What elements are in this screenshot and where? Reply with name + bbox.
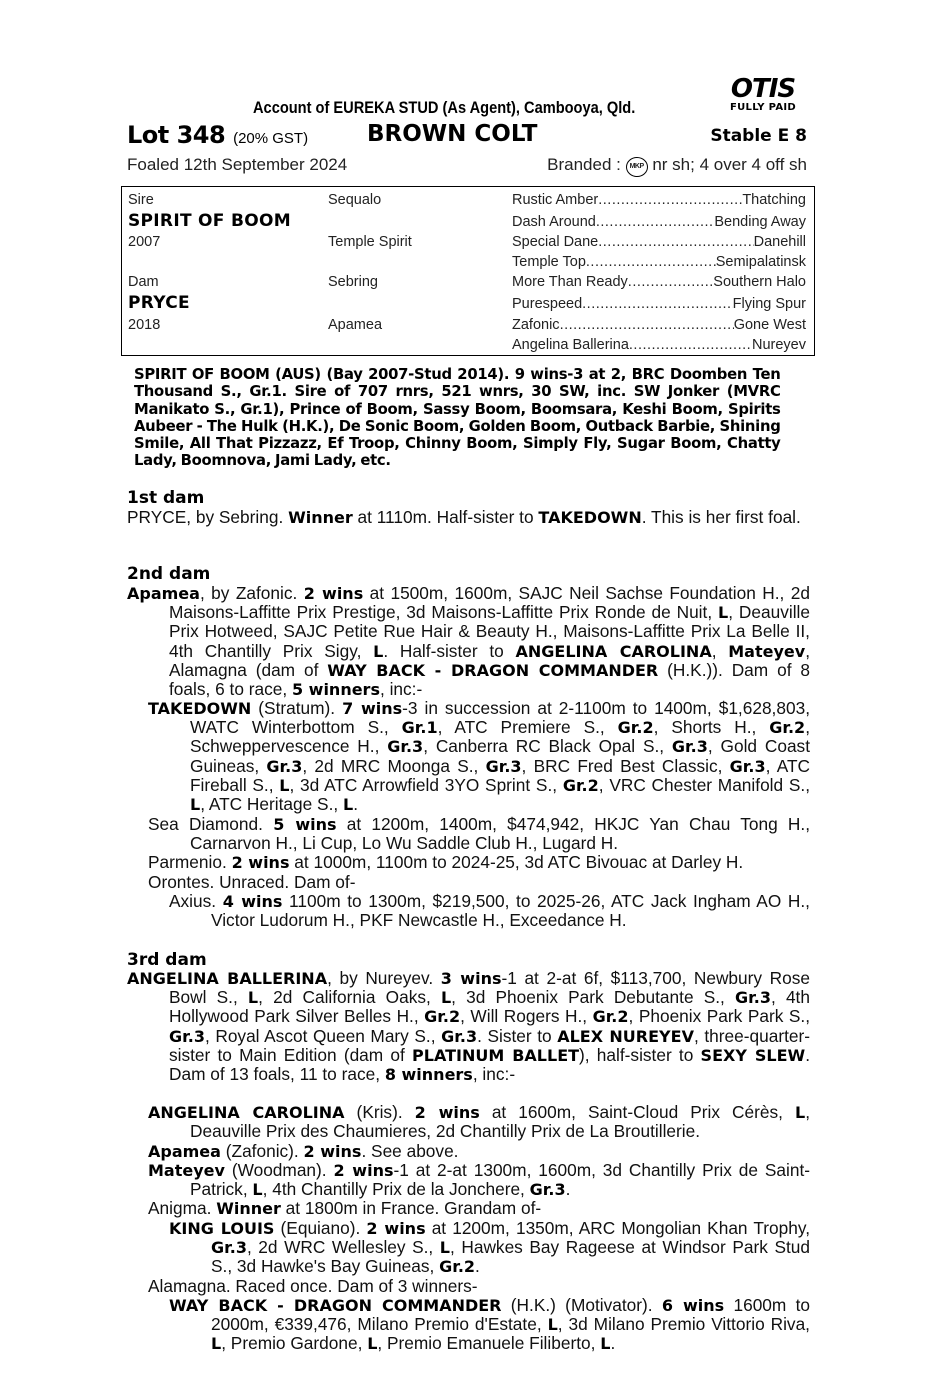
bold-run: L <box>794 1103 806 1122</box>
text-run: 1100m to 1300m, $219,500, to 2025-26, ATC Jack Ingham AO H., Victor Ludorum H., PKF Newcastle H., Exceedance H. <box>211 891 810 931</box>
vendor-account: Account of EUREKA STUD (As Agent), Cambooya, Qld. <box>253 98 636 117</box>
text-run: at 1000m, 1100m to 2024-25, 3d ATC Bivouac at Darley H. <box>289 852 744 872</box>
pedigree-table <box>121 186 815 356</box>
pedigree-entry <box>148 1277 810 1296</box>
lot-number <box>127 121 308 149</box>
text-run: . <box>353 794 358 815</box>
text-run: , by Nureyev. <box>327 968 441 988</box>
bold-run: L <box>247 988 259 1008</box>
text-run: , ATC Heritage S., <box>200 794 343 815</box>
text-run: . <box>475 1256 480 1277</box>
text-run: , VRC Chester Manifold S., <box>598 774 811 795</box>
otis-logo-icon: OTIS <box>730 74 796 104</box>
bold-run: 5 winners <box>291 680 380 700</box>
text-run: (Equiano). <box>274 1218 367 1238</box>
bold-run: Gr.3 <box>729 756 766 776</box>
gen3-row <box>512 234 806 250</box>
sex-colour: BROWN COLT <box>367 121 538 147</box>
gen3-right: Bending Away <box>714 214 806 230</box>
bold-run: Gr.2 <box>424 1007 461 1027</box>
bold-run: L <box>600 1334 611 1354</box>
bold-run: Gr.3 <box>735 988 771 1008</box>
text-run: , Deauville Prix Hotweed, SAJC Petite Rue Hair & Beauty H., Maisons-Laffitte Prix La Belle II, 4th Chantilly Prix Sigy, <box>169 602 810 661</box>
text-run: Orontes. Unraced. Dam of- <box>148 872 356 892</box>
bold-run: Winner <box>288 508 353 527</box>
bold-run: L <box>190 795 201 815</box>
pedigree-entry <box>169 1296 810 1354</box>
text-run: (Kris). <box>344 1102 415 1122</box>
bold-run: Mateyev <box>148 1161 225 1180</box>
bold-run: L <box>718 603 729 623</box>
bold-run: Gr.2 <box>439 1257 476 1277</box>
gen3-row <box>512 254 806 270</box>
gen3-row <box>512 192 806 208</box>
pedigree-entry <box>148 873 810 892</box>
text-run: , Premio Emanuele Filiberto, <box>377 1333 601 1354</box>
leader-dots <box>560 317 734 333</box>
text-run: at 1200m, 1400m, $474,942, HKJC Yan Chau Tong H., Carnarvon H., Li Cup, Lo Wu Saddle Club H., Lugard H. <box>190 814 811 854</box>
text-run: ), half-sister to <box>579 1044 701 1065</box>
text-run: , ATC Fireball S., <box>190 755 810 795</box>
bold-run: Gr.1 <box>401 718 438 738</box>
bold-run: L <box>367 1334 378 1354</box>
lot-line <box>127 121 810 151</box>
bold-run: 8 winners <box>384 1065 473 1085</box>
dam-name: PRYCE <box>128 293 190 313</box>
gen3-row <box>512 214 806 230</box>
gen3-row <box>512 274 806 290</box>
bold-run: ANGELINA CAROLINA <box>148 1103 345 1122</box>
brand-description <box>547 155 807 177</box>
bold-run: Gr.3 <box>441 1026 478 1046</box>
text-run: (Woodman). <box>224 1160 334 1180</box>
bold-run: 2 wins <box>414 1103 480 1122</box>
stable-location: Stable E 8 <box>710 126 807 146</box>
text-run: , Schweppervescence H., <box>190 717 810 757</box>
gen3-right: Gone West <box>733 317 806 333</box>
bold-run: L <box>547 1315 558 1335</box>
bold-run: ANGELINA CAROLINA <box>515 641 712 661</box>
text-run: . See above. <box>361 1141 459 1161</box>
text-run: (H.K.) (Motivator). <box>501 1295 662 1315</box>
pedigree-entry <box>169 892 810 930</box>
text-run: at 1110m. Half-sister to <box>352 507 539 527</box>
leader-dots <box>629 337 752 353</box>
pedigree-entry <box>148 699 810 814</box>
gen3-left: Rustic Amber <box>512 192 599 208</box>
bold-run: 2 wins <box>333 1161 394 1180</box>
gen3-right: Flying Spur <box>732 296 806 312</box>
bold-run: Gr.3 <box>671 737 708 757</box>
text-run: , Deauville Prix des Chaumieres, 2d Chantilly Prix de La Broutillerie. <box>190 1102 810 1142</box>
pedigree-entry <box>148 853 810 872</box>
gst-note: (20% GST) <box>233 130 309 147</box>
bold-run: WAY BACK - DRAGON COMMANDER <box>169 1296 502 1315</box>
bold-run: Gr.3 <box>169 1026 205 1046</box>
text-run: at 1500m, 1600m, SAJC Neil Sachse Foundation H., 2d Maisons-Laffitte Prix Prestige, 3d Maisons-Laffitte Prix Ronde de Nuit, <box>169 583 810 623</box>
sire-dam: Temple Spirit <box>328 234 412 250</box>
bold-run: 2 wins <box>366 1219 426 1238</box>
section-title: 2nd dam <box>127 564 211 584</box>
text-run: , 2d California Oaks, <box>258 987 441 1008</box>
bold-run: 4 wins <box>222 892 283 911</box>
pedigree-entry <box>127 969 810 1084</box>
text-run: , Shorts H., <box>653 717 770 738</box>
text-run: Anigma. <box>148 1198 217 1218</box>
bold-run: L <box>439 1238 450 1258</box>
text-run: , Gold Coast Guineas, <box>190 736 810 776</box>
leader-dots <box>582 296 733 312</box>
leader-dots <box>628 274 714 290</box>
sire-label: Sire <box>128 192 154 208</box>
bold-run: Gr.2 <box>562 775 599 795</box>
bold-run: Apamea <box>127 584 200 603</box>
bold-run: Winner <box>216 1199 281 1218</box>
text-run: at 1200m, 1350m, ARC Mongolian Khan Trophy, <box>425 1218 810 1238</box>
gen3-right: Danehill <box>753 234 806 250</box>
leader-dots <box>586 254 716 270</box>
section-title: 3rd dam <box>127 950 207 970</box>
text-run: , 3d Phoenix Park Debutante S., <box>451 987 736 1008</box>
brand-position: nr sh; 4 over 4 off sh <box>652 155 807 174</box>
sire-year: 2007 <box>128 234 161 250</box>
text-run: , Canberra RC Black Opal S., <box>423 736 672 757</box>
bold-run: 2 wins <box>231 853 290 872</box>
foaled-date: Foaled 12th September 2024 <box>127 155 348 174</box>
gen3-left: More Than Ready <box>512 274 628 290</box>
text-run: , Premio Gardone, <box>221 1333 368 1354</box>
text-run: 1600m to 2000m, €339,476, Milano Premio d'Estate, <box>211 1295 811 1335</box>
bold-run: 2 wins <box>303 1142 362 1161</box>
pedigree-entry <box>148 1103 810 1141</box>
bold-run: L <box>279 775 290 795</box>
text-run: , Hawkes Bay Rageese at Windsor Park Stud S., 3d Hawke's Bay Guineas, <box>211 1237 810 1277</box>
bold-run: Gr.3 <box>485 756 522 776</box>
dam-sire: Sebring <box>328 274 378 290</box>
leader-dots <box>598 192 742 208</box>
bold-run: Gr.2 <box>769 718 806 738</box>
text-run: -3 in succession at 2-1100m to 1400m, $1,628,803, WATC Winterbottom S., <box>190 698 810 738</box>
bold-run: Gr.2 <box>592 1007 629 1027</box>
text-run: , 2d MRC Moonga S., <box>302 755 486 776</box>
gen3-right: Nureyev <box>752 337 806 353</box>
text-run: , Phoenix Park Park S., <box>628 1006 810 1027</box>
bold-run: 7 wins <box>342 699 403 718</box>
branded-label: Branded : <box>547 155 621 174</box>
text-run: , inc:- <box>472 1064 516 1085</box>
gen3-left: Zafonic <box>512 317 560 333</box>
text-run: -1 at 2-at 6f, $113,700, Newbury Rose Bowl S., <box>169 968 810 1008</box>
bold-run: L <box>373 641 384 661</box>
text-run: -1 at 2-at 1300m, 1600m, 3d Chantilly Prix de Saint-Patrick, <box>190 1160 810 1200</box>
gen3-left: Angelina Ballerina <box>512 337 629 353</box>
gen3-row <box>512 317 806 333</box>
text-run: , 2d WRC Wellesley S., <box>246 1237 440 1258</box>
gen3-left: Special Dane <box>512 234 599 250</box>
bold-run: TAKEDOWN <box>538 508 642 527</box>
bold-run: 3 wins <box>440 969 502 988</box>
text-run: . Sister to <box>477 1025 558 1046</box>
text-run: , 4th Chantilly Prix de la Jonchere, <box>262 1179 530 1200</box>
text-run: , Will Rogers H., <box>460 1006 593 1027</box>
text-run: (H.K.)). Dam of 8 foals, 6 to race, <box>169 659 810 700</box>
bold-run: ALEX NUREYEV <box>557 1026 694 1046</box>
bold-run: WAY BACK - DRAGON COMMANDER <box>327 660 659 680</box>
text-run: , three-quarter-sister to Main Edition (dam of <box>169 1025 810 1065</box>
gen3-left: Dash Around <box>512 214 596 230</box>
dam-label: Dam <box>128 274 159 290</box>
otis-fully-paid-logo <box>721 76 805 114</box>
sire-sire: Sequalo <box>328 192 382 208</box>
bold-run: L <box>211 1334 222 1354</box>
text-run: at 1600m, Saint-Cloud Prix Cérès, <box>479 1102 795 1122</box>
pedigree-entry <box>148 815 810 853</box>
leader-dots <box>596 214 715 230</box>
text-run: PRYCE, by Sebring. <box>127 507 289 527</box>
bold-run: 5 wins <box>273 815 337 834</box>
dam-year: 2018 <box>128 317 161 333</box>
text-run: . <box>565 1179 571 1200</box>
pedigree-entry <box>148 1161 810 1199</box>
text-run: , by Zafonic. <box>199 583 304 603</box>
text-run: , <box>711 640 729 661</box>
text-run: , 3d ATC Arrowfield 3YO Sprint S., <box>289 774 563 795</box>
text-run: Alamagna. Raced once. Dam of 3 winners- <box>148 1276 478 1296</box>
bold-run: 2 wins <box>303 584 364 603</box>
pedigree-entry <box>169 1219 810 1277</box>
gen3-left: Temple Top <box>512 254 586 270</box>
bold-run: ANGELINA BALLERINA <box>127 969 328 988</box>
text-run: . Dam of 13 foals, 11 to race, <box>169 1044 811 1085</box>
bold-run: Gr.2 <box>617 718 654 738</box>
gen3-row <box>512 337 806 353</box>
bold-run: Apamea <box>148 1142 221 1161</box>
bold-run: Gr.3 <box>529 1180 566 1200</box>
pedigree-entry <box>127 508 810 527</box>
dam-dam: Apamea <box>328 317 383 333</box>
text-run: , inc:- <box>379 679 423 700</box>
bold-run: 6 wins <box>661 1296 725 1315</box>
bold-run: Gr.3 <box>266 756 303 776</box>
lot-label: Lot 348 <box>127 121 226 149</box>
text-run: , 3d Milano Premio Vittorio Riva, <box>557 1314 810 1335</box>
sire-summary: SPIRIT OF BOOM (AUS) (Bay 2007-Stud 2014). 9 wins-3 at 2, BRC Doomben Ten Thousand S., Gr.1. Sire of 707 rnrs, 521 wnrs, 30 SW, inc. SW Jonker (MVRC Manikato S., Gr.1), Prince of Boom, Sassy Boom, Boomsara, Keshi Boom, Spirits Aubeer - The Hulk (H.K.), De Sonic Boom, Golden Boom, Outback Barbie, Shining Smile, All That Pizzazz, Ef Troop, Chinny Boom, Simply Fly, Sugar Boom, Chatty Lady, Boomnova, Jami Lady, etc. <box>134 365 781 470</box>
gen3-right: Thatching <box>742 192 806 208</box>
section-title: 1st dam <box>127 488 205 508</box>
bold-run: KING LOUIS <box>169 1219 275 1238</box>
pedigree-entry <box>148 1142 810 1161</box>
text-run: (Stratum). <box>251 698 343 718</box>
fully-paid-label: FULLY PAID <box>729 102 797 113</box>
leader-dots <box>598 234 753 250</box>
gen3-right: Southern Halo <box>713 274 806 290</box>
text-run: at 1800m in France. Grandam of- <box>280 1198 542 1218</box>
bold-run: SEXY SLEW <box>700 1045 806 1065</box>
gen3-left: Purespeed <box>512 296 583 312</box>
bold-run: L <box>440 988 452 1008</box>
gen3-right: Semipalatinsk <box>715 254 806 270</box>
text-run: , 4th Hollywood Park Silver Belles H., <box>169 987 810 1027</box>
brand-mark-icon: MKP <box>626 157 648 177</box>
sire-name: SPIRIT OF BOOM <box>128 211 291 231</box>
text-run: . <box>610 1333 616 1354</box>
bold-run: L <box>252 1180 263 1200</box>
text-run: Parmenio. <box>148 852 232 872</box>
text-run: , Alamagna (dam of <box>169 640 810 680</box>
text-run: Sea Diamond. <box>148 814 274 834</box>
text-run: , BRC Fred Best Classic, <box>521 755 730 776</box>
pedigree-entry <box>127 584 810 699</box>
text-run: . Half-sister to <box>383 640 516 661</box>
text-run: (Zafonic). <box>220 1141 304 1161</box>
bold-run: Gr.3 <box>387 737 424 757</box>
text-run: . This is her first foal. <box>641 507 801 527</box>
bold-run: TAKEDOWN <box>148 699 252 718</box>
text-run: Axius. <box>169 891 223 911</box>
gen3-row <box>512 296 806 312</box>
text-run: , Royal Ascot Queen Mary S., <box>204 1025 442 1046</box>
bold-run: L <box>342 795 354 815</box>
text-run: , ATC Premiere S., <box>437 717 618 738</box>
bold-run: Mateyev <box>728 641 806 661</box>
bold-run: PLATINUM BALLET <box>412 1045 580 1065</box>
bold-run: Gr.3 <box>211 1238 247 1258</box>
pedigree-entry <box>148 1199 810 1218</box>
